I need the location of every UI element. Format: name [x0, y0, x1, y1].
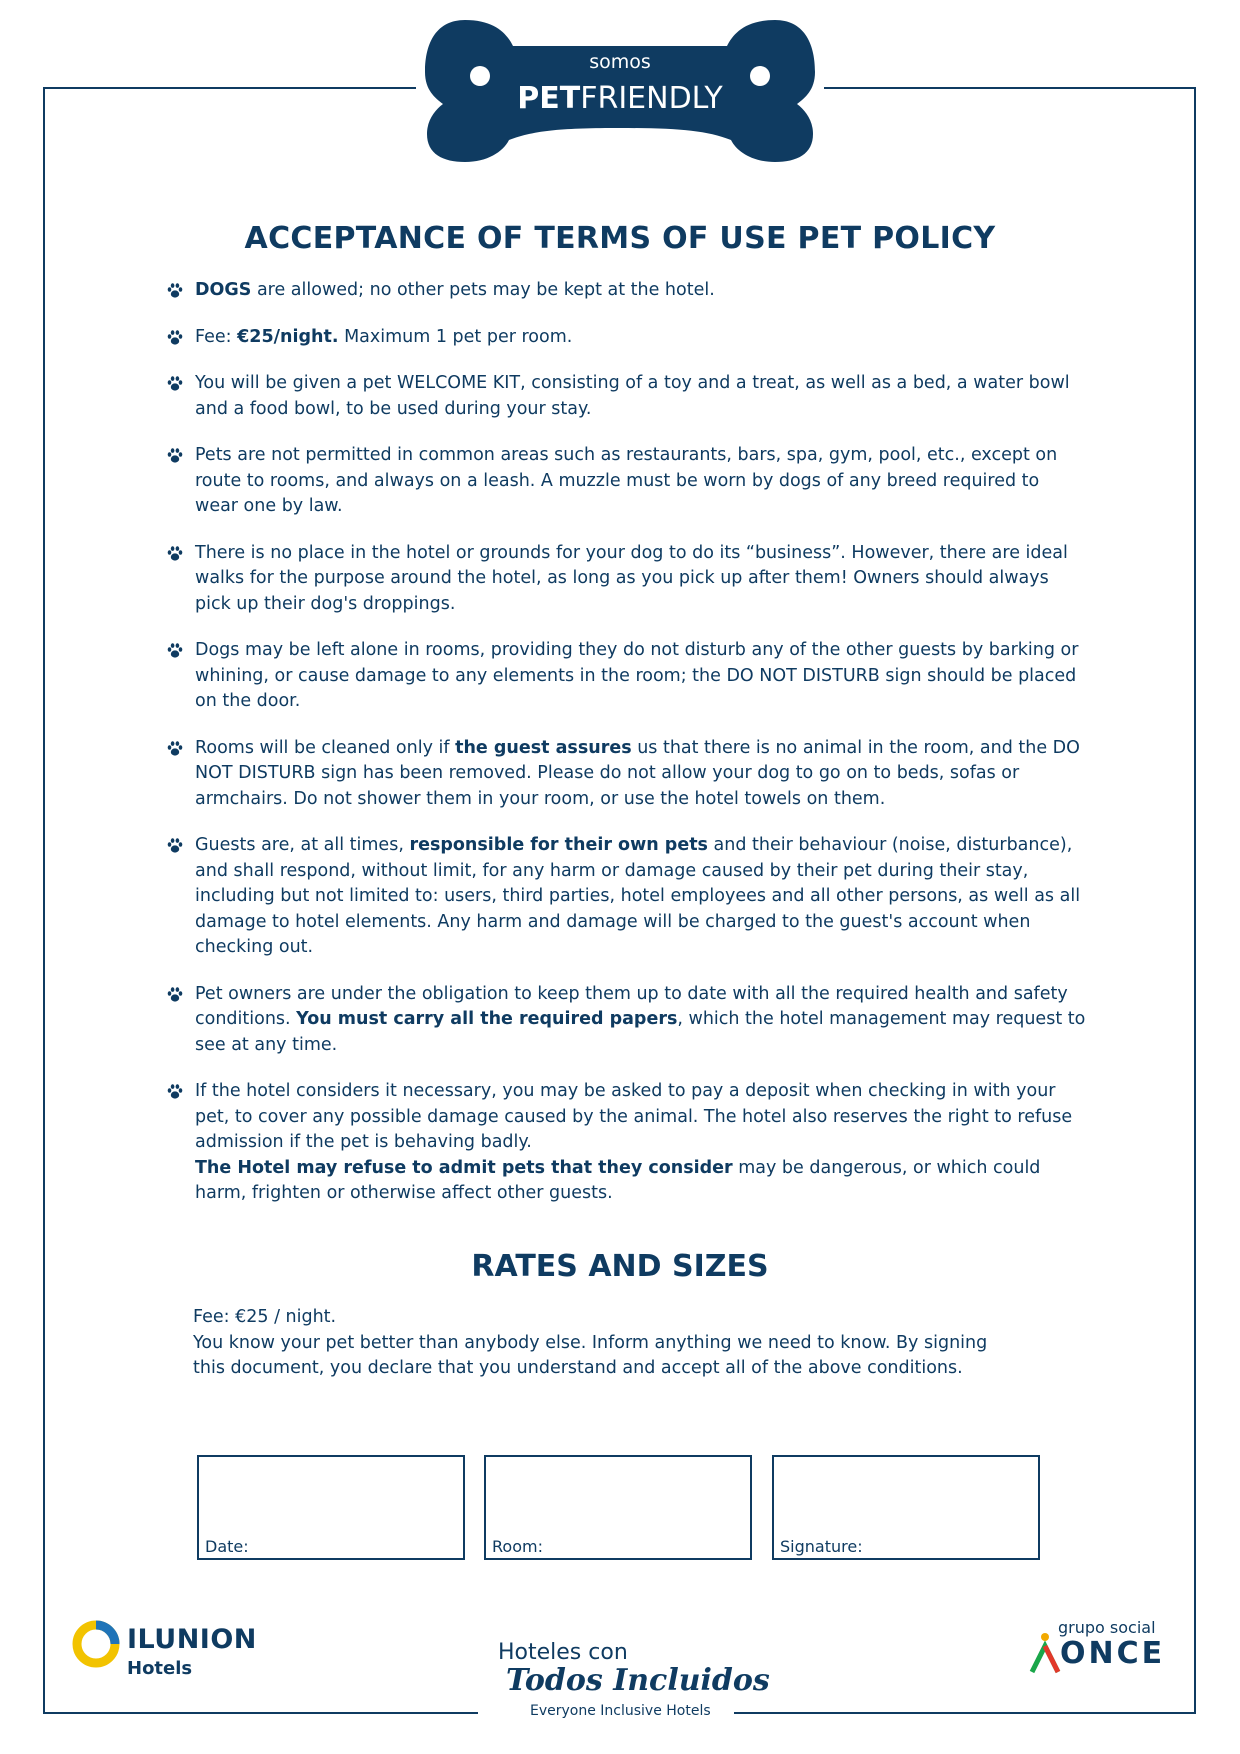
- term-text: You will be given a pet WELCOME KIT, consisting of a toy and a treat, as well as a bed, a water bowl and a food bowl, to be used during your stay.: [195, 373, 1070, 419]
- date-field[interactable]: [197, 1455, 465, 1560]
- room-label: Room:: [492, 1537, 543, 1556]
- logo-friendly: FRIENDLY: [580, 81, 723, 116]
- logo-pet: PET: [517, 81, 581, 116]
- page-title: ACCEPTANCE OF TERMS OF USE PET POLICY: [244, 221, 996, 256]
- term-bold-text: €25/night.: [237, 326, 339, 347]
- term-item: [166, 833, 1086, 961]
- paw-icon: [166, 329, 184, 347]
- term-text: Rooms will be cleaned only if: [195, 737, 456, 758]
- term-text: Pet owners are under the obligation to keep them up to date with all the required health and safety conditions.: [195, 983, 1068, 1029]
- paw-icon: [166, 545, 184, 563]
- paw-icon: [166, 837, 184, 855]
- ilunion-ring-icon: [72, 1620, 122, 1670]
- terms-list: [166, 278, 1086, 1228]
- term-text: are allowed; no other pets may be kept at the hotel.: [251, 280, 715, 300]
- term-bold-text: You must carry all the required papers: [296, 1009, 678, 1029]
- date-label: Date:: [205, 1537, 249, 1556]
- ilunion-sub: Hotels: [127, 1658, 193, 1679]
- paw-icon: [166, 282, 184, 300]
- todos-line-2: Todos Incluidos: [506, 1663, 770, 1698]
- logo-dot-left: [470, 66, 490, 86]
- paw-icon: [166, 986, 184, 1004]
- term-bold-text: responsible for their own pets: [409, 835, 708, 855]
- term-bold-text: The Hotel may refuse to admit pets that they consider: [195, 1157, 733, 1178]
- term-text: may be dangerous, or which could harm, frighten or otherwise affect other guests.: [195, 1157, 1041, 1203]
- ilunion-word: ILUNION: [127, 1624, 257, 1655]
- once-word: ONCE: [1060, 1636, 1166, 1671]
- rates-fee: Fee: €25 / night.: [193, 1307, 337, 1327]
- svg-text:PETFRIENDLY: [517, 81, 723, 116]
- once-logo: [1024, 1618, 1164, 1678]
- paw-icon: [166, 642, 184, 660]
- term-item: [166, 541, 1086, 618]
- todos-line-1: Hoteles con: [498, 1640, 628, 1665]
- term-item: [166, 371, 1086, 422]
- rates-section: [193, 1305, 1023, 1382]
- term-item: [166, 1079, 1086, 1207]
- term-text: , which the hotel management may request to see at any time.: [195, 1009, 1086, 1055]
- pet-friendly-logo: [425, 16, 815, 164]
- once-figure-icon: [1028, 1632, 1062, 1674]
- term-bold-text: DOGS: [195, 280, 252, 300]
- paw-icon: [166, 740, 184, 758]
- term-bold-text: the guest assures: [455, 737, 632, 758]
- term-item: [166, 278, 1086, 304]
- term-text: and their behaviour (noise, disturbance), and shall respond, without limit, for any harm or damage caused by their pet during their stay, including but not limited to: users, third parties, hotel employees and all other persons, as well as all damage to hotel elements. Any harm and damage will be charged to the guest's account when checking out.: [195, 835, 1081, 957]
- term-item: [166, 638, 1086, 715]
- rates-title: RATES AND SIZES: [471, 1249, 769, 1284]
- signature-field[interactable]: [772, 1455, 1040, 1560]
- once-grupo: grupo social: [1058, 1618, 1156, 1637]
- rates-text: You know your pet better than anybody else. Inform anything we need to know. By signing this document, you declare that you understand and accept all of the above conditions.: [193, 1332, 988, 1378]
- term-text: Fee:: [195, 326, 238, 347]
- term-text: If the hotel considers it necessary, you may be asked to pay a deposit when checking in with your pet, to cover any possible damage caused by the animal. The hotel also reserves the right to refuse admission if the pet is behaving badly.: [195, 1081, 1073, 1152]
- term-text: There is no place in the hotel or grounds for your dog to do its “business”. However, there are ideal walks for the purpose around the hotel, as long as you pick up after them! Owners should always pick up their dog's droppings.: [195, 542, 1068, 614]
- term-text: Maximum 1 pet per room.: [338, 326, 573, 347]
- term-text: Guests are, at all times,: [195, 835, 410, 855]
- paw-icon: [166, 375, 184, 393]
- todos-line-3: Everyone Inclusive Hotels: [530, 1703, 711, 1719]
- paw-icon: [166, 1083, 184, 1101]
- term-text: Pets are not permitted in common areas such as restaurants, bars, spa, gym, pool, etc., except on route to rooms, and always on a leash. A muzzle must be worn by dogs of any breed required to wear one by law.: [195, 445, 1058, 516]
- term-item: [166, 443, 1086, 520]
- term-text: us that there is no animal in the room, and the DO NOT DISTURB sign has been removed. Please do not allow your dog to go on to beds, sofas or armchairs. Do not shower them in your room, or use the hotel towels on them.: [195, 737, 1080, 809]
- logo-somos: somos: [589, 51, 651, 73]
- paw-icon: [166, 447, 184, 465]
- term-item: [166, 325, 1086, 351]
- term-item: [166, 982, 1086, 1059]
- ilunion-logo: [72, 1618, 257, 1679]
- signature-label: Signature:: [780, 1537, 863, 1556]
- term-item: [166, 736, 1086, 813]
- room-field[interactable]: [484, 1455, 752, 1560]
- logo-dot-right: [750, 66, 770, 86]
- term-text: Dogs may be left alone in rooms, providing they do not disturb any of the other guests by barking or whining, or cause damage to any elements in the room; the DO NOT DISTURB sign should be placed on the door.: [195, 640, 1079, 711]
